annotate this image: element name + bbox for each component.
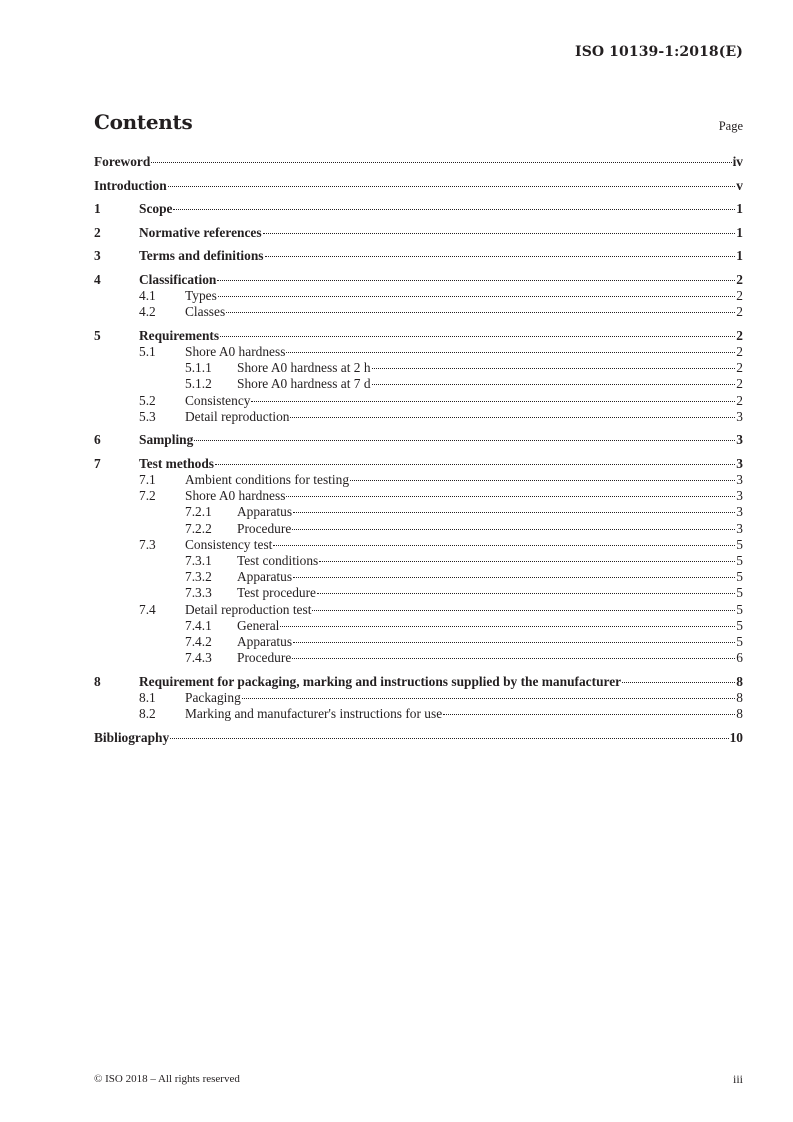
dot-leader	[286, 496, 735, 497]
dot-leader	[215, 464, 735, 465]
toc-entry-number: 7.2	[139, 488, 156, 504]
toc-entry-page: 8	[736, 673, 743, 689]
toc-entry-title[interactable]: Test conditions	[237, 553, 319, 568]
dot-leader	[293, 512, 735, 513]
toc-entry-title[interactable]: Procedure	[237, 520, 292, 536]
toc-entry-title[interactable]: Requirements	[139, 327, 220, 343]
toc-entry[interactable]	[94, 201, 743, 217]
dot-leader	[263, 233, 736, 234]
toc-entry[interactable]	[94, 376, 743, 392]
toc-entry-title[interactable]: Shore A0 hardness	[185, 343, 286, 359]
dot-leader	[217, 280, 735, 281]
toc-entry[interactable]	[94, 178, 743, 194]
toc-entry-page: 5	[736, 553, 743, 568]
toc-entry-title[interactable]: Detail reproduction	[185, 408, 290, 424]
dot-leader	[312, 610, 735, 611]
toc-entry-number: 7.3.3	[185, 585, 212, 601]
toc-entry-title[interactable]: Types	[185, 287, 217, 303]
dot-leader	[242, 698, 736, 699]
toc-entry[interactable]	[94, 472, 743, 488]
toc-entry[interactable]	[94, 154, 743, 170]
toc-entry-number: 5.1.2	[185, 376, 212, 392]
toc-entry-title[interactable]: General	[237, 617, 280, 633]
toc-entry-page: 2	[736, 287, 743, 303]
toc-entry-title[interactable]: Apparatus	[237, 633, 293, 649]
toc-entry-title[interactable]: Introduction	[94, 177, 167, 193]
toc-entry-number: 5	[94, 327, 101, 343]
toc-entry-number: 8.1	[139, 689, 156, 705]
toc-entry-number: 8.2	[139, 706, 156, 722]
toc-entry-title[interactable]: Apparatus	[237, 569, 293, 585]
toc-entry-page: 8	[736, 706, 743, 722]
dot-leader	[226, 312, 735, 313]
toc-entry[interactable]	[94, 288, 743, 304]
toc-entry[interactable]	[94, 569, 743, 585]
toc-entry-title[interactable]: Consistency test	[185, 536, 273, 552]
toc-entry-page: 3	[736, 504, 743, 520]
toc-entry-number: 7.4.3	[185, 650, 212, 666]
toc-entry[interactable]	[94, 730, 743, 746]
toc-entry-title[interactable]: Sampling	[139, 432, 194, 448]
toc-entry-page: 10	[729, 729, 743, 745]
toc-entry-number: 7.3.1	[185, 553, 212, 568]
toc-entry-number: 7.3.2	[185, 569, 212, 585]
toc-entry[interactable]	[94, 602, 743, 618]
toc-entry[interactable]	[94, 225, 743, 241]
toc-entry-page: 6	[736, 650, 743, 666]
dot-leader	[151, 162, 731, 163]
dot-leader	[286, 352, 735, 353]
dot-leader	[170, 738, 728, 739]
dot-leader	[290, 417, 735, 418]
toc-entry-number: 2	[94, 224, 101, 240]
toc-entry-title[interactable]: Packaging	[185, 689, 241, 705]
toc-entry-page: 2	[736, 327, 743, 343]
dot-leader	[317, 593, 735, 594]
toc-entry-title[interactable]: Shore A0 hardness at 2 h	[237, 360, 371, 376]
dot-leader	[218, 296, 736, 297]
toc-entry[interactable]	[94, 504, 743, 520]
toc-entry-title[interactable]: Procedure	[237, 650, 292, 666]
toc-entry-page: 8	[736, 689, 743, 705]
toc-entry-title[interactable]: Detail reproduction test	[185, 601, 312, 617]
dot-leader	[194, 440, 735, 441]
toc-entry-page: 2	[736, 360, 743, 376]
toc-entry[interactable]	[94, 674, 743, 690]
toc-entry-page: 2	[736, 376, 743, 392]
contents-heading: Contents	[94, 110, 193, 134]
toc-entry[interactable]	[94, 690, 743, 706]
dot-leader	[372, 384, 736, 385]
toc-entry-title[interactable]: Normative references	[139, 224, 262, 240]
toc-entry-number: 5.1.1	[185, 360, 212, 376]
dot-leader	[220, 336, 735, 337]
copyright-notice: © ISO 2018 – All rights reserved	[94, 1073, 240, 1085]
toc-entry[interactable]	[94, 432, 743, 448]
toc-entry-title[interactable]: Apparatus	[237, 504, 293, 520]
toc-entry-title[interactable]: Classification	[139, 271, 217, 287]
toc-entry[interactable]	[94, 360, 743, 376]
toc-entry-title[interactable]: Marking and manufacturer's instructions for use	[185, 706, 443, 722]
toc-entry-number: 7.4.2	[185, 633, 212, 649]
toc-entry-number: 7.3	[139, 536, 156, 552]
toc-entry[interactable]	[94, 618, 743, 634]
toc-entry-title[interactable]: Ambient conditions for testing	[185, 472, 350, 488]
dot-leader	[372, 368, 736, 369]
toc-entry-title[interactable]: Test methods	[139, 456, 215, 472]
toc-entry-number: 7.4	[139, 601, 156, 617]
toc-entry-number: 7.4.1	[185, 617, 212, 633]
toc-entry-number: 4	[94, 271, 101, 287]
toc-entry-page: v	[736, 177, 743, 193]
toc-entry-page: 1	[736, 201, 743, 217]
toc-entry-page: 1	[736, 248, 743, 264]
toc-entry-page: 3	[736, 520, 743, 536]
toc-entry-page: 3	[736, 408, 743, 424]
toc-entry-number: 7.2.2	[185, 520, 212, 536]
toc-entry-number: 8	[94, 673, 101, 689]
dot-leader	[280, 626, 735, 627]
dot-leader	[265, 256, 736, 257]
toc-entry-number: 4.2	[139, 304, 156, 320]
toc-entry-title[interactable]: Foreword	[94, 154, 151, 169]
toc-entry[interactable]	[94, 585, 743, 601]
page-number: iii	[732, 1072, 743, 1086]
toc-entry[interactable]	[94, 650, 743, 666]
toc-entry-page: 3	[736, 456, 743, 472]
toc-entry-title[interactable]: Shore A0 hardness	[185, 488, 286, 504]
toc-entry-number: 7.1	[139, 472, 156, 488]
dot-leader	[168, 186, 736, 187]
toc-entry-page: 5	[736, 617, 743, 633]
document-id: ISO 10139-1:2018(E)	[575, 44, 743, 60]
toc-entry-number: 7.2.1	[185, 504, 212, 520]
dot-leader	[292, 529, 735, 530]
toc-entry-number: 5.1	[139, 343, 156, 359]
dot-leader	[293, 577, 735, 578]
toc-entry-title[interactable]: Requirement for packaging, marking and instructions supplied by the manufacturer	[139, 673, 622, 689]
toc-entry[interactable]	[94, 537, 743, 553]
toc-entry-page: 2	[736, 304, 743, 320]
toc-entry-page: 5	[736, 585, 743, 601]
dot-leader	[622, 682, 735, 683]
toc-entry[interactable]	[94, 553, 743, 569]
toc-entry[interactable]	[94, 634, 743, 650]
table-of-contents	[94, 154, 743, 746]
toc-entry-page: 3	[736, 432, 743, 448]
toc-entry-page: 5	[736, 569, 743, 585]
toc-entry-page: 5	[736, 536, 743, 552]
toc-entry-title[interactable]: Scope	[139, 201, 173, 217]
toc-entry-page: iv	[732, 154, 743, 169]
toc-entry[interactable]	[94, 409, 743, 425]
page-column-label: Page	[718, 119, 743, 133]
toc-entry[interactable]	[94, 272, 743, 288]
dot-leader	[251, 401, 735, 402]
dot-leader	[293, 642, 735, 643]
dot-leader	[273, 545, 735, 546]
toc-entry[interactable]	[94, 304, 743, 320]
dot-leader	[292, 658, 735, 659]
toc-entry-title[interactable]: Classes	[185, 304, 226, 320]
toc-entry-number: 5.2	[139, 392, 156, 408]
toc-entry-page: 3	[736, 472, 743, 488]
toc-entry-number: 4.1	[139, 287, 156, 303]
toc-entry[interactable]	[94, 344, 743, 360]
toc-entry-title[interactable]: Test procedure	[237, 585, 316, 601]
toc-entry-page: 1	[736, 224, 743, 240]
toc-entry-title[interactable]: Terms and definitions	[139, 248, 264, 264]
toc-entry-number: 6	[94, 432, 101, 448]
toc-entry[interactable]	[94, 328, 743, 344]
toc-entry-page: 5	[736, 601, 743, 617]
toc-entry-page: 3	[736, 488, 743, 504]
toc-entry-number: 5.3	[139, 408, 156, 424]
toc-entry[interactable]	[94, 488, 743, 504]
toc-entry[interactable]	[94, 456, 743, 472]
toc-entry-page: 2	[736, 343, 743, 359]
toc-entry-title[interactable]: Bibliography	[94, 729, 170, 745]
toc-entry[interactable]	[94, 521, 743, 537]
toc-entry[interactable]	[94, 706, 743, 722]
dot-leader	[319, 561, 735, 562]
toc-entry-number: 3	[94, 248, 101, 264]
toc-entry[interactable]	[94, 393, 743, 409]
toc-entry-page: 2	[736, 392, 743, 408]
toc-entry-page: 2	[736, 271, 743, 287]
toc-entry[interactable]	[94, 248, 743, 264]
dot-leader	[443, 714, 735, 715]
toc-entry-number: 7	[94, 456, 101, 472]
dot-leader	[173, 209, 735, 210]
toc-entry-page: 5	[736, 633, 743, 649]
toc-entry-number: 1	[94, 201, 101, 217]
toc-entry-title[interactable]: Shore A0 hardness at 7 d	[237, 376, 371, 392]
dot-leader	[350, 480, 735, 481]
toc-entry-title[interactable]: Consistency	[185, 392, 251, 408]
